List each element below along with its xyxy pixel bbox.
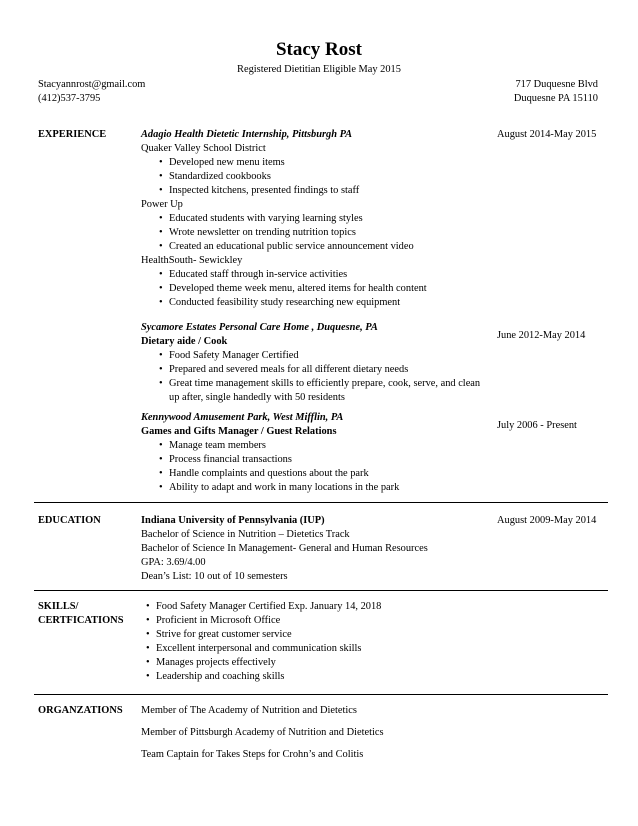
skills-list bbox=[141, 600, 491, 684]
list-item: • Food Safety Manager Certified bbox=[141, 349, 491, 363]
list-item: • Strive for great customer service bbox=[141, 628, 491, 642]
education-line: Bachelor of Science in Nutrition – Dietetics Track bbox=[141, 529, 350, 540]
list-item: • Great time management skills to efficiently prepare, cook, serve, and clean up after, single handedly with 50 residents bbox=[141, 377, 491, 405]
organizations-heading: ORGANZATIONS bbox=[38, 705, 123, 716]
job-date: August 2014-May 2015 bbox=[497, 129, 597, 140]
education-heading: EDUCATION bbox=[38, 515, 101, 526]
skills-block bbox=[141, 600, 491, 684]
section-divider bbox=[34, 694, 608, 695]
list-item: • Created an educational public service announcement video bbox=[141, 240, 491, 254]
organizations-block bbox=[141, 704, 491, 762]
phone: (412)537-3795 bbox=[38, 93, 101, 104]
list-item: • Ability to adapt and work in many locations in the park bbox=[141, 481, 491, 495]
list-item: • Inspected kitchens, presented findings to staff bbox=[141, 184, 491, 198]
list-item: • Wrote newsletter on trending nutrition topics bbox=[141, 226, 491, 240]
list-item: • Educated staff through in-service activities bbox=[141, 268, 491, 282]
bullet-list bbox=[141, 156, 491, 198]
list-item: • Process financial transactions bbox=[141, 453, 491, 467]
resume-subtitle: Registered Dietitian Eligible May 2015 bbox=[237, 64, 401, 75]
list-item: • Manage team members bbox=[141, 439, 491, 453]
contact-left bbox=[38, 78, 145, 106]
education-line: GPA: 3.69/4.00 bbox=[141, 557, 206, 568]
skills-heading bbox=[38, 600, 123, 628]
job-sycamore bbox=[141, 321, 491, 405]
list-item: • Educated students with varying learning styles bbox=[141, 212, 491, 226]
section-divider bbox=[34, 590, 608, 591]
job-date: July 2006 - Present bbox=[497, 420, 577, 431]
job-role: Dietary aide / Cook bbox=[141, 336, 228, 347]
job-org: Power Up bbox=[141, 199, 183, 210]
bullet-list bbox=[141, 439, 491, 495]
bullet-list bbox=[141, 349, 491, 405]
education-block bbox=[141, 514, 491, 584]
education-line: Dean’s List: 10 out of 10 semesters bbox=[141, 571, 288, 582]
list-item: • Manages projects effectively bbox=[141, 656, 491, 670]
list-item: • Developed new menu items bbox=[141, 156, 491, 170]
education-line: Bachelor of Science In Management- General and Human Resources bbox=[141, 543, 428, 554]
job-kennywood bbox=[141, 411, 491, 495]
list-item: • Prepared and severed meals for all different dietary needs bbox=[141, 363, 491, 377]
email: Stacyannrost@gmail.com bbox=[38, 79, 146, 90]
education-date: August 2009-May 2014 bbox=[497, 515, 597, 526]
skills-heading-line-2: CERTFICATIONS bbox=[38, 615, 124, 626]
school-name: Indiana University of Pennsylvania (IUP) bbox=[141, 515, 325, 526]
resume-name: Stacy Rost bbox=[275, 39, 363, 60]
organization-item: Team Captain for Takes Steps for Crohn’s and Colitis bbox=[141, 749, 364, 760]
contact-right bbox=[514, 78, 598, 106]
job-title: Kennywood Amusement Park, West Mifflin, PA bbox=[141, 412, 344, 423]
list-item: • Standardized cookbooks bbox=[141, 170, 491, 184]
bullet-list bbox=[141, 268, 491, 310]
list-item: • Handle complaints and questions about the park bbox=[141, 467, 491, 481]
skills-heading-line-1: SKILLS/ bbox=[38, 601, 79, 612]
job-org: Quaker Valley School District bbox=[141, 143, 266, 154]
list-item: • Leadership and coaching skills bbox=[141, 670, 491, 684]
address-line-1: 717 Duquesne Blvd bbox=[515, 79, 598, 90]
list-item: • Excellent interpersonal and communication skills bbox=[141, 642, 491, 656]
job-title: Adagio Health Dietetic Internship, Pittsburgh PA bbox=[141, 129, 353, 140]
job-date: June 2012-May 2014 bbox=[497, 330, 586, 341]
address-line-2: Duquesne PA 15110 bbox=[513, 93, 598, 104]
list-item: • Developed theme week menu, altered items for health content bbox=[141, 282, 491, 296]
job-title: Sycamore Estates Personal Care Home , Duquesne, PA bbox=[141, 322, 378, 333]
list-item: • Proficient in Microsoft Office bbox=[141, 614, 491, 628]
bullet-list bbox=[141, 212, 491, 254]
job-role: Games and Gifts Manager / Guest Relations bbox=[141, 426, 337, 437]
list-item: • Food Safety Manager Certified Exp. January 14, 2018 bbox=[141, 600, 491, 614]
job-org: HealthSouth- Sewickley bbox=[141, 255, 243, 266]
section-divider bbox=[34, 502, 608, 503]
job-adagio bbox=[141, 128, 491, 310]
organization-item: Member of Pittsburgh Academy of Nutrition and Dietetics bbox=[141, 727, 384, 738]
list-item: • Conducted feasibility study researching new equipment bbox=[141, 296, 491, 310]
organization-item: Member of The Academy of Nutrition and Dietetics bbox=[141, 705, 357, 716]
experience-heading: EXPERIENCE bbox=[38, 129, 107, 140]
